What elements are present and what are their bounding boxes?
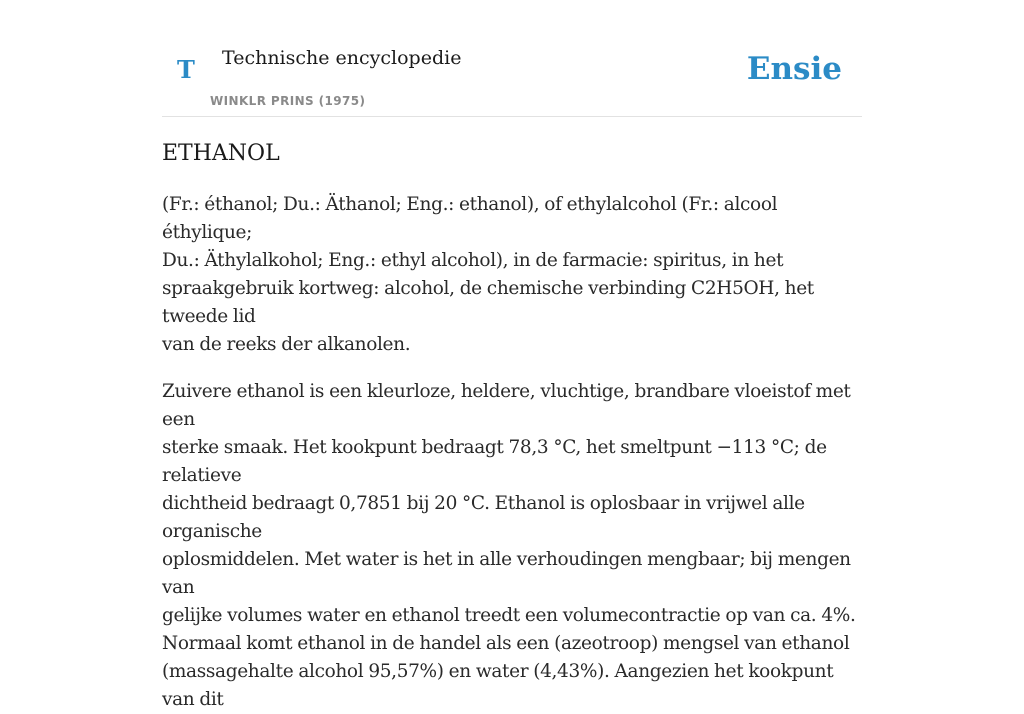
paragraph-line: oplosmiddelen. Met water is het in alle verhoudingen mengbaar; bij mengen van [162, 549, 851, 598]
article [162, 138, 862, 714]
paragraph-line: (Fr.: éthanol; Du.: Äthanol; Eng.: ethanol), of ethylalcohol (Fr.: alcool éthylique; [162, 194, 778, 243]
book-letter-icon: T [177, 55, 195, 84]
paragraph-line: Normaal komt ethanol in de handel als een (azeotroop) mengsel van ethanol [162, 633, 850, 654]
paragraph-line: dichtheid bedraagt 0,7851 bij 20 °C. Ethanol is oplosbaar in vrijwel alle organische [162, 493, 805, 542]
paragraph-line: Zuivere ethanol is een kleurloze, heldere, vluchtige, brandbare vloeistof met een [162, 381, 851, 430]
paragraph-line: spraakgebruik kortweg: alcohol, de chemische verbinding C2H5OH, het tweede lid [162, 278, 814, 327]
book-header [162, 0, 862, 117]
article-title: ETHANOL [162, 141, 280, 166]
paragraph-line: (massagehalte alcohol 95,57%) en water (4,43%). Aangezien het kookpunt van dit [162, 661, 834, 710]
paragraph-line: sterke smaak. Het kookpunt bedraagt 78,3 °C, het smeltpunt −113 °C; de relatieve [162, 437, 827, 486]
article-paragraph [162, 378, 862, 714]
ensie-logo-link[interactable]: Ensie [746, 51, 842, 87]
book-subtitle: WINKLR PRINS (1975) [210, 94, 366, 108]
paragraph-line: Du.: Äthylalkohol; Eng.: ethyl alcohol), in de farmacie: spiritus, in het [162, 250, 784, 271]
paragraph-line: gelijke volumes water en ethanol treedt een volumecontractie op van ca. 4%. [162, 605, 856, 626]
paragraph-line: van de reeks der alkanolen. [162, 334, 411, 355]
book-title-link[interactable]: Technische encyclopedie [222, 47, 462, 69]
article-paragraph [162, 191, 862, 359]
